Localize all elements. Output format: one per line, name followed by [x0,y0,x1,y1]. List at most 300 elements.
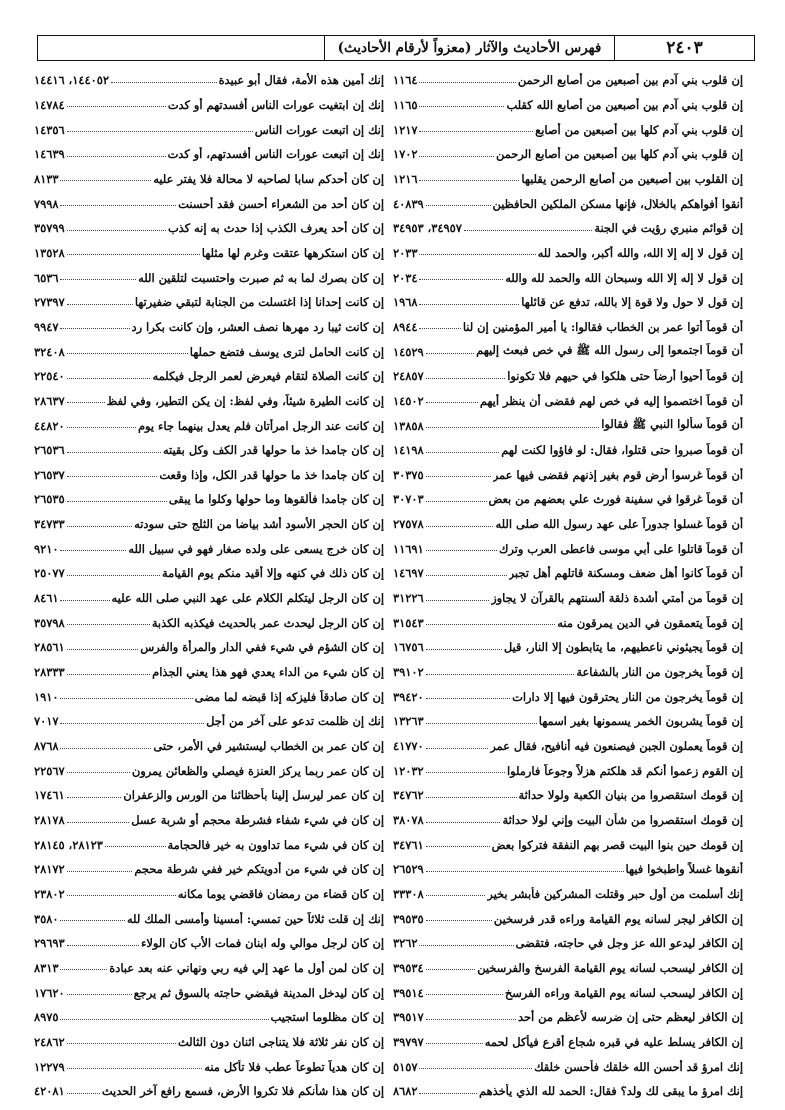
entry-number: ٢٨٣٣٣ [34,665,65,680]
entry-number: ٢٠٣٣ [393,245,418,260]
entry-number: ١٤٧٨٤ [34,97,65,112]
index-entry [34,463,384,488]
entry-number: ٣٩٧٩٧ [393,1034,424,1049]
index-entry [393,68,743,93]
index-entry [34,142,384,167]
entry-text: إن كان شيء من الداء يعدي فهو هذا يعني الجذام [152,665,384,680]
entry-number: ٣٤٩٥٧، ٣٤٩٥٣ [393,221,462,236]
entry-text: إن قوائم منبري رؤيت في الجنة [594,221,743,236]
leader-dots [67,1093,100,1094]
index-entry [34,734,384,759]
entry-number: ٣٩٥٣٤ [393,960,424,975]
index-entry [393,389,743,414]
entry-number: ١٤٦٣٩ [34,147,65,162]
entry-number: ٢٨١٢٣، ٢٨١٤٥ [34,837,103,852]
entry-text: إنك إن ظلمت تدعو على آخر من أجل [206,714,384,729]
entry-text: أن قوماً غرسوا أرض قوم بغير إذنهم فقضى فيها عمر [492,467,743,482]
entry-text: إن قلوب بني آدم بين أصبعين من أصابع الرحمن [517,73,743,88]
entry-text: إن كانت ثيبا رد مهرها نصف العشر، وإن كانت بكرا رد [131,319,384,334]
entry-text: إنك إن قلت ثلاثاً حين تمسي: أمسينا وأمسى الملك لله [126,911,384,926]
entry-text: إنك إن اتبعت عورات الناس [254,122,384,137]
leader-dots [464,230,593,231]
entry-text: إنك إن ابتغيت عورات الناس أفسدتهم أو كدت [167,97,384,112]
leader-dots [60,600,109,601]
entry-text: إنك امرؤ ما يبقى لك ولد؟ فقال: الحمد لله الذي يأخذهم [479,1084,743,1099]
index-entry [393,783,743,808]
index-entry [393,438,743,463]
entry-text: إن كان هدياً تطوعاً عطب فلا تأكل منه [204,1059,384,1074]
entry-text: إن كان استكرهها عتقت وغرم لها مثلها [201,245,384,260]
entry-text: إن قول لا إله إلا الله وسبحان الله والحمد لله والله [505,270,743,285]
leader-dots [419,106,504,107]
entry-text: إنك إن اتبعت عورات الناس أفسدتهم، أو كدت [167,147,384,162]
leader-dots [67,575,160,576]
index-entry [393,980,743,1005]
entry-number: ٣١٥٤٣ [393,615,424,630]
leader-dots [60,205,176,206]
index-entry [393,882,743,907]
entry-number: ٣٩٥١٧ [393,1010,424,1025]
leader-dots [60,328,129,329]
index-entry [34,290,384,315]
index-entry [34,241,384,266]
entry-text: إن الكافر ليسحب لسانه يوم القيامة الفرسخ والفرسخين [477,960,743,975]
entry-text: إن كان مظلوما استجيب [270,1010,384,1025]
entry-text: إن كان لمن أول ما عهد إلي فيه ربي ونهاني عنه بعد عبادة [109,960,384,975]
entry-number: ٩٩٤٧ [34,319,59,334]
entry-number: ٢٢٥٤٠ [34,369,65,384]
index-entry [393,857,743,882]
entry-text: إن كانت عند الرجل امرأتان فلم يعدل بينهما جاء يوم [137,418,384,433]
index-entry [393,191,743,216]
entry-number: ٣٠٣٧٥ [393,467,424,482]
index-entry [393,512,743,537]
index-entry [393,808,743,833]
entry-number: ٢٨٦٣٧ [34,393,65,408]
leader-dots [426,1043,483,1044]
entry-number: ٣٤٧٦٢ [393,788,424,803]
entry-text: أن قوماً اختصموا إليه في خص لهم فقضى أن ينظر أيهم [479,393,743,408]
leader-dots [67,131,253,132]
entry-number: ٣١٢٢٦ [393,591,424,606]
entry-text: إنك أمين هذه الأمة، فقال أبو عبيدة [218,73,384,88]
entry-number: ١٧٦٢٠ [34,985,65,1000]
entry-number: ٨٧٦٨ [34,739,59,754]
index-entry [34,389,384,414]
entry-number: ١٣٢٦٣ [393,714,424,729]
entry-text: إن كان ذلك في كنهه وإلا أقيد منكم يوم القيامة [162,566,384,581]
leader-dots [60,1019,268,1020]
entry-number: ١٧٤٦١ [34,788,65,803]
leader-dots [60,969,107,970]
entry-text: أن قوماً أتوا عمر بن الخطاب فقالوا: يا أمير المؤمنين إن لنا [462,319,743,334]
entry-number: ٣٠٧٠٣ [393,492,424,507]
entry-number: ٥١٥٧ [393,1059,418,1074]
entry-text: إن كانت الحامل لترى يوسف فتضع حملها [189,344,384,359]
entry-text: أن قوماً غرقوا في سفينة فورث علي بعضهم من بعض [488,492,743,507]
entry-text: إن كان الشؤم في شيء ففي الدار والمرأة والفرس [140,640,384,655]
leader-dots [419,254,535,255]
index-entry [393,1054,743,1079]
leader-dots [426,402,478,403]
entry-number: ١٤٤٠٥٢، ١٤٤١٦ [34,73,109,88]
leader-dots [419,180,519,181]
entry-text: أن قوماً قاتلوا على أبي موسى فاعطى العرب وترك [498,541,743,556]
leader-dots [67,427,136,428]
entry-number: ٢٢٥٦٧ [34,763,65,778]
index-entry [34,191,384,216]
index-entry [393,660,743,685]
index-entry [34,783,384,808]
entry-number: ٢٦٥٣٥ [34,492,65,507]
entry-number: ٢٤٨٦٢ [34,1034,65,1049]
leader-dots [426,600,490,601]
entry-text: إن كان الرجل ليتكلم الكلام على عهد النبي صلى الله عليه [111,591,384,606]
entry-text: إن كان قضاء من رمضان فاقضي يوما مكانه [177,886,384,901]
entry-number: ٢٥٠٧٧ [34,566,65,581]
leader-dots [67,106,166,107]
entry-number: ٢٨٥٦١ [34,640,65,655]
entry-text: إن كان نفر ثلاثة فلا يتناجى اثنان دون الثالث [177,1034,384,1049]
leader-dots [426,575,507,576]
entry-text: إن كانت إحدانا إذا اغتسلت من الجنابة لتبقي ضفيرتها [134,295,384,310]
leader-dots [67,254,200,255]
index-entry [393,586,743,611]
index-entry [393,167,743,192]
entry-text: أن قوماً اجتمعوا إلى رسول الله ﷺ في خص فبعث إليهم [476,343,743,358]
index-entry [34,684,384,709]
entry-text: إن قومك استقصروا من شأن البيت وإني لولا حداثة [502,813,743,828]
entry-text: إن كان هذا شأنكم فلا تكروا الأرض، فسمع رافع آخر الحديث [101,1084,384,1099]
index-entry [34,93,384,118]
leader-dots [426,748,489,749]
entry-number: ١٢١٧ [393,122,418,137]
entry-text: إن كان لرجل موالي وله ابنان فمات الأب كان الولاء [141,936,384,951]
entry-number: ٤١٧٧٠ [393,739,424,754]
entry-number: ٧٩٩٨ [34,196,59,211]
leader-dots [60,550,126,551]
leader-dots [67,871,133,872]
entry-number: ١٤٥٠٢ [393,393,424,408]
entry-text: إن قومك استقصروا من بنيان الكعبة ولولا حداثة [518,788,743,803]
index-entry [393,216,743,241]
leader-dots [67,1068,203,1069]
index-entry [34,660,384,685]
entry-text: إن كان خرج يسعى على ولده صغار فهو في سبيل الله [128,541,384,556]
leader-dots [419,156,493,157]
entry-number: ١٩١٠ [34,689,59,704]
entry-number: ٤٢٠٨١ [34,1084,65,1099]
entry-text: إن كان في شيء مما تداوون به خير فالحجامة [167,837,384,852]
entry-text: إن قوماً يخرجون من النار بالشفاعة [576,665,743,680]
leader-dots [111,82,217,83]
index-entry [393,1005,743,1030]
entry-text: إن كانت الصلاة لتقام فيعرض لعمر الرجل فيكلمه [152,369,384,384]
leader-dots [426,797,517,798]
leader-dots [67,772,130,773]
entry-number: ٧٠١٧ [34,714,59,729]
leader-dots [426,674,575,675]
index-entry [34,512,384,537]
entry-number: ١٢٢٧٩ [34,1059,65,1074]
index-entry [34,635,384,660]
index-entry [34,413,384,438]
index-entry [34,956,384,981]
entry-text: إن الكافر يسلط عليه في قبره شجاع أقرع فيأكل لحمه [484,1034,743,1049]
index-entry [393,561,743,586]
leader-dots [426,846,490,847]
entry-text: إن كان الرجل ليحدث عمر بالحديث فيكذبه الكذبة [151,615,384,630]
entry-text: إن كان جامدا خذ ما حولها قدر الكل، وإذا وقعت [159,467,384,482]
leader-dots [67,822,130,823]
entry-text: إن قلوب بني آدم بين أصبعين من أصابع الله كقلب [506,97,743,112]
index-entry [34,364,384,389]
leader-dots [67,402,105,403]
entry-number: ٣٩٥٣٥ [393,911,424,926]
index-entry [393,265,743,290]
entry-number: ١١٦٩١ [393,541,424,556]
entry-text: إن القوم زعموا أنكم قد هلكتم هزلاً وجوعاً فارملوا [506,763,743,778]
index-entry [393,758,743,783]
leader-dots [60,920,124,921]
index-entry [34,1054,384,1079]
entry-number: ٤٠٨٣٩ [393,196,424,211]
leader-dots [67,353,188,354]
leader-dots [426,378,506,379]
leader-dots [426,205,491,206]
index-entry [393,734,743,759]
index-entry [34,536,384,561]
leader-dots [426,871,624,872]
index-entry [34,906,384,931]
index-entry [393,536,743,561]
leader-dots [67,624,150,625]
entry-text: إن قلوب بني آدم كلها بين أصبعين من أصابع [535,122,743,137]
entry-number: ٢٨١٧٨ [34,813,65,828]
left-index-column [34,68,384,1104]
leader-dots [426,624,556,625]
entry-number: ٨٩٤٤ [393,319,418,334]
entry-number: ٨٦٨٢ [393,1084,418,1099]
entry-text: إن كان في شيء من أدويتكم خير ففي شرطة محجم [134,862,384,877]
index-entry [393,931,743,956]
leader-dots [426,895,486,896]
entry-number: ١٩٦٨ [393,295,418,310]
index-entry [393,364,743,389]
entry-number: ١٧٠٢ [393,147,418,162]
entry-text: أن قوماً كانوا أهل ضعف ومسكنة قاتلهم أهل تجبر [508,566,743,581]
leader-dots [426,1019,516,1020]
index-entry [34,265,384,290]
leader-dots [60,180,151,181]
right-index-column [393,68,743,1104]
entry-text: إن قوماً يتعمقون في الدين يمرقون منه [557,615,743,630]
index-entry [393,709,743,734]
leader-dots [67,649,139,650]
leader-dots [419,945,513,946]
entry-text: إن قوماً أحيوا أرضاً حتى هلكوا في حيهم فلا تكونوا [507,369,743,384]
leader-dots [419,304,519,305]
index-entry [34,709,384,734]
leader-dots [426,723,537,724]
index-entry [34,980,384,1005]
leader-dots [60,279,136,280]
index-entry [393,684,743,709]
leader-dots [426,994,503,995]
entry-number: ١٤٣٥٦ [34,122,65,137]
entry-text: إن كان أحد من الشعراء أحسن فقد أحسنت [178,196,384,211]
entry-text: إنك أسلمت من أول حبر وقتلت المشركين فأبشر بخير [487,886,743,901]
leader-dots [419,328,460,329]
entry-text: إن قلوب بني آدم كلها بين أصبعين من أصابع الرحمن [495,147,743,162]
leader-dots [426,476,491,477]
entry-number: ١٢١٦ [393,171,418,186]
entry-text: إن كان ليدخل المدينة فيقضي حاجته بالسوق ثم يرجع [133,985,384,1000]
entry-text: إن كان عمر ليرسل إلينا بأحظائنا من الورس والزعفران [123,788,384,803]
entry-number: ٣٥٨٠ [34,911,59,926]
entry-text: إن كان عمر ربما يركز العنزة فيصلي والظعائن يمرون [131,763,384,778]
index-entry [393,956,743,981]
leader-dots [426,698,511,699]
leader-dots [67,526,133,527]
entry-number: ٣٤٧٣٣ [34,517,65,532]
index-entry [34,610,384,635]
entry-text: إن قوماً يعملون الجبن فيصنعون فيه أنافيح، فقال عمر [490,739,743,754]
leader-dots [67,501,167,502]
entry-text: إن كان جامدا خذ ما حولها قدر الكف وكل بقيته [162,443,384,458]
page-number: ٢٤٠٣ [614,36,754,60]
leader-dots [67,230,166,231]
index-entry [393,117,743,142]
index-entry [393,315,743,340]
index-entry [34,167,384,192]
entry-number: ٢٠٣٤ [393,270,418,285]
index-entry [393,1030,743,1055]
index-entry [34,1005,384,1030]
leader-dots [67,945,139,946]
entry-number: ٣٢٤٠٨ [34,344,65,359]
leader-dots [426,427,600,428]
index-entry [34,216,384,241]
leader-dots [67,674,151,675]
index-entry [34,758,384,783]
entry-number: ٢٤٨٥٧ [393,369,424,384]
index-entry [393,241,743,266]
entry-number: ٤٤٨٢٠ [34,418,65,433]
index-entry [34,586,384,611]
index-entry [393,487,743,512]
index-entry [393,832,743,857]
entry-number: ٣٩٤٢٠ [393,689,424,704]
entry-number: ٨٩٧٥ [34,1010,59,1025]
entry-text: إن كان جامدا فألقوها وما حولها وكلوا ما يبقى [168,492,384,507]
entry-number: ١٤١٩٨ [393,443,424,458]
entry-number: ١٢٠٣٢ [393,763,424,778]
leader-dots [426,969,476,970]
entry-number: ٢٦٥٣٦ [34,443,65,458]
index-entry [34,882,384,907]
entry-text: إن قول لا حول ولا قوة إلا بالله، تدفع عن قائلها [521,295,743,310]
entry-number: ٢٧٣٩٧ [34,295,65,310]
leader-dots [419,1068,532,1069]
entry-number: ٣٣٣٠٨ [393,886,424,901]
entry-number: ١١٦٥ [393,97,418,112]
entry-text: إن قوماً يجيئوني ناعطيهم، ما يتابطون إلا النار، قيل [503,640,743,655]
leader-dots [67,1043,176,1044]
entry-number: ٨٣١٣ [34,960,59,975]
entry-text: أن قوماً غسلوا جدوراً على عهد رسول الله صلى الله [495,517,743,532]
entry-text: إن قوماً يخرجون من النار يحترقون فيها إلا دارات [512,689,743,704]
leader-dots [60,748,151,749]
leader-dots [426,452,500,453]
entry-text: إنك امرؤ قد أحسن الله خلقك فأحسن خلقك [534,1059,743,1074]
entry-text: إن كان الحجر الأسود أشد بياضا من الثلج حتى سودته [134,517,384,532]
entry-number: ٢٧٥٧٨ [393,517,424,532]
entry-number: ٣٩١٠٢ [393,665,424,680]
page-header [37,35,755,61]
entry-number: ٩٢١٠ [34,541,59,556]
leader-dots [419,131,533,132]
leader-dots [426,920,492,921]
entry-number: ٣٤٧٦١ [393,837,424,852]
leader-dots [426,353,475,354]
entry-text: إن كان أحد يعرف الكذب إذا حدث به إنه كذب [167,221,384,236]
leader-dots [67,895,176,896]
leader-dots [419,82,515,83]
entry-number: ٣٥٧٩٨ [34,615,65,630]
index-entry [393,339,743,364]
entry-number: ٢٨١٧٢ [34,862,65,877]
entry-text: إن قومك حين بنوا البيت قصر بهم النفقة فتركوا بعض [491,837,743,852]
entry-number: ٢٣٨٠٢ [34,886,65,901]
index-entry [393,290,743,315]
leader-dots [67,797,122,798]
entry-text: إن الكافر ليسحب لسانه يوم القيامة وراءه الفرسخ [504,985,743,1000]
entry-text: إن الكافر ليدعو الله عز وجل في حاجته، فتقضى [515,936,743,951]
index-entry [393,93,743,118]
entry-text: إن القلوب بين أصبعين من أصابع الرحمن يقلبها [521,171,743,186]
index-entry [34,68,384,93]
leader-dots [426,550,497,551]
entry-text: إن كان بصرك لما به ثم صبرت واحتسبت لتلقين الله [138,270,384,285]
entry-text: إن كان عمر بن الخطاب ليستشير في الأمر، حتى [153,739,384,754]
index-entry [34,561,384,586]
entry-text: أنقوا أفواهكم بالخلال، فإنها مسكن الملكين الحافظين [492,196,743,211]
leader-dots [67,476,158,477]
entry-text: إن قوماً من أمتي أشدة ذلقة ألسنتهم بالقرآن لا يجاوز [491,591,743,606]
entry-number: ١٤٦٩٧ [393,566,424,581]
index-entry [393,463,743,488]
index-entry [34,1079,384,1104]
entry-number: ١٣٨٥٨ [393,418,424,433]
entry-text: إن كان صادقاً فليزكه إذا قبضه لما مضى [194,689,384,704]
page-title: فهرس الأحاديث والآثار (معزواً لأرقام الأحاديث) [324,36,614,60]
entry-number: ٦٥٣٦ [34,270,59,285]
leader-dots [426,501,487,502]
entry-number: ٢٩٦٩٣ [34,936,65,951]
entry-number: ١١٦٤ [393,73,418,88]
entry-number: ١٦٧٥٦ [393,640,424,655]
entry-text: إن كان في شيء شفاء فشرطة محجم أو شربة عسل [131,813,384,828]
entry-number: ٣٩٥١٤ [393,985,424,1000]
index-entry [34,339,384,364]
index-entry [34,857,384,882]
leader-dots [426,822,501,823]
entry-text: أن قوماً سألوا النبي ﷺ فقالوا [601,417,743,432]
leader-dots [67,304,133,305]
leader-dots [67,452,161,453]
leader-dots [105,846,166,847]
